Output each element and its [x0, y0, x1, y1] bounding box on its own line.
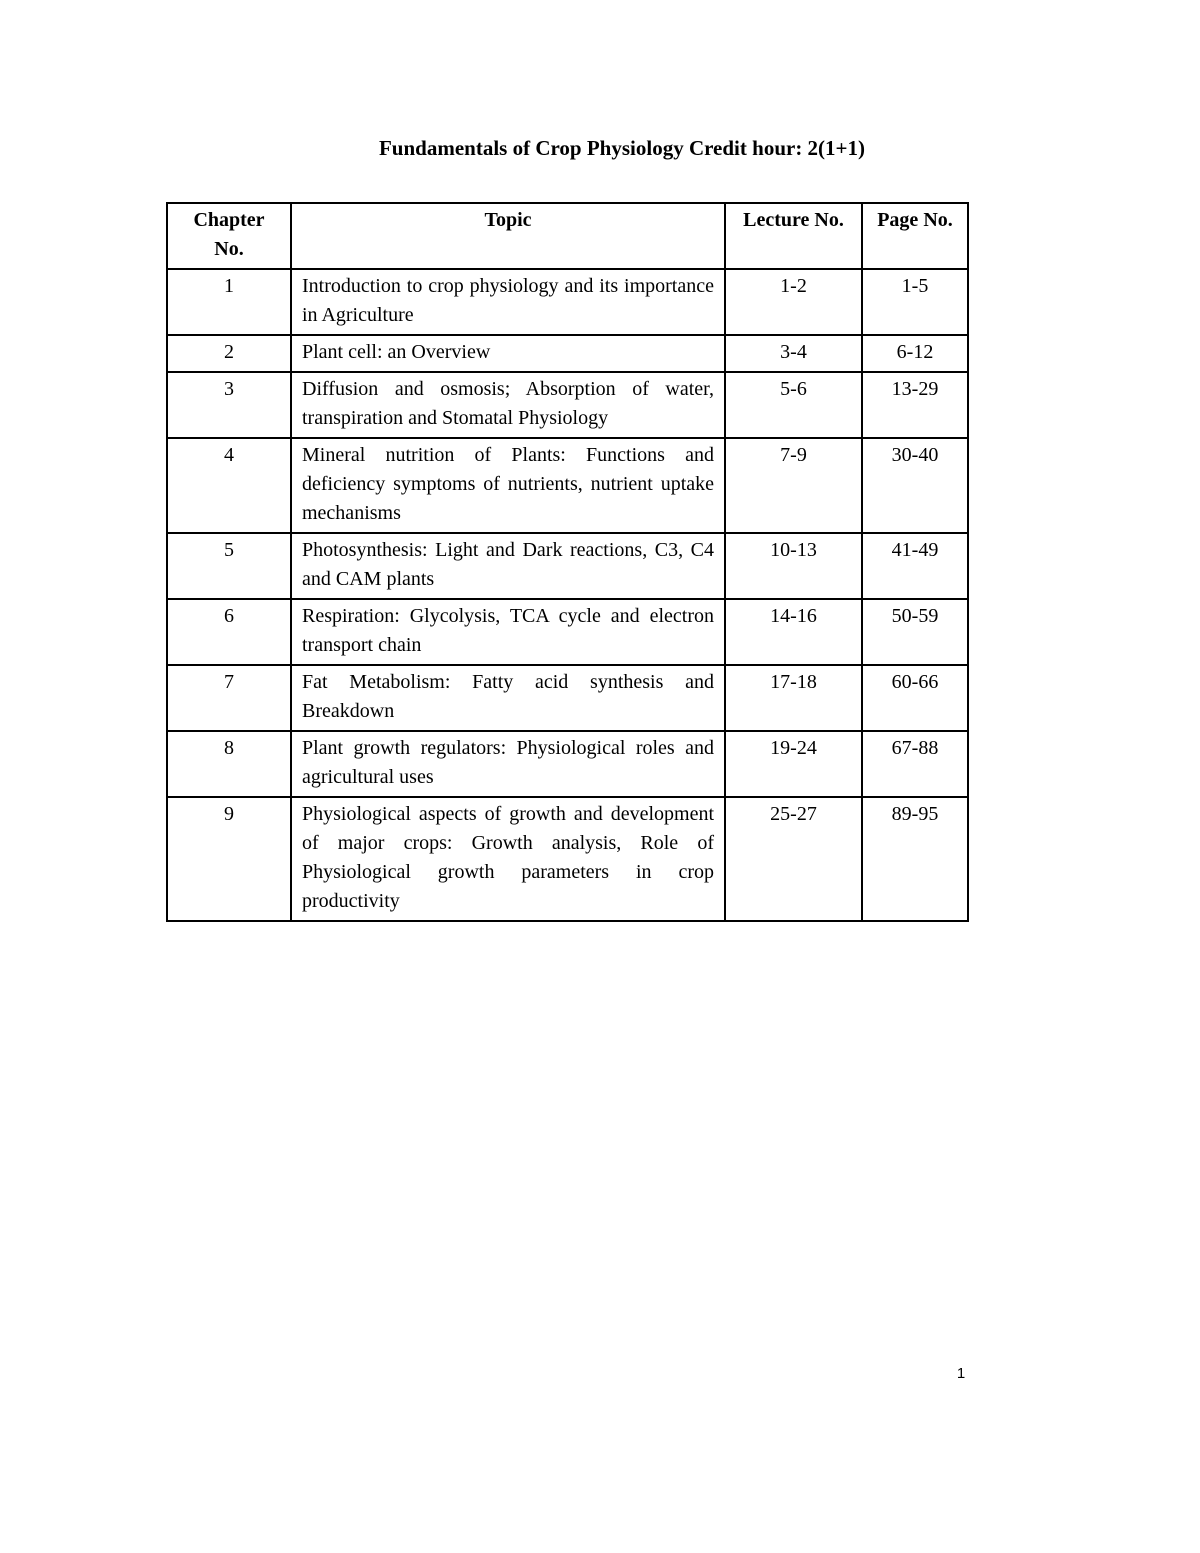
topic: Fat Metabolism: Fatty acid synthesis and Breakdown	[291, 665, 725, 731]
table-row	[167, 372, 968, 438]
header-page-no: Page No.	[862, 203, 968, 269]
topic: Physiological aspects of growth and development of major crops: Growth analysis, Role of Physiological growth parameters in crop productivity	[291, 797, 725, 921]
lecture-no: 19-24	[725, 731, 862, 797]
table-row	[167, 533, 968, 599]
page-no: 60-66	[862, 665, 968, 731]
table-header-row	[167, 203, 968, 269]
table-row	[167, 438, 968, 533]
page-no: 50-59	[862, 599, 968, 665]
topic: Photosynthesis: Light and Dark reactions, C3, C4 and CAM plants	[291, 533, 725, 599]
table-row	[167, 599, 968, 665]
chapter-no: 2	[167, 335, 291, 372]
topic: Plant cell: an Overview	[291, 335, 725, 372]
chapter-no: 5	[167, 533, 291, 599]
topic: Mineral nutrition of Plants: Functions and deficiency symptoms of nutrients, nutrient uptake mechanisms	[291, 438, 725, 533]
page-no: 89-95	[862, 797, 968, 921]
table-row	[167, 665, 968, 731]
chapter-no: 6	[167, 599, 291, 665]
lecture-no: 25-27	[725, 797, 862, 921]
chapter-no: 8	[167, 731, 291, 797]
lecture-no: 7-9	[725, 438, 862, 533]
document-title: Fundamentals of Crop Physiology Credit hour: 2(1+1)	[378, 136, 866, 160]
page-no: 13-29	[862, 372, 968, 438]
page-number: 1	[956, 1365, 966, 1382]
page-no: 30-40	[862, 438, 968, 533]
header-topic: Topic	[291, 203, 725, 269]
chapter-no: 3	[167, 372, 291, 438]
contents-table	[166, 202, 969, 922]
topic: Respiration: Glycolysis, TCA cycle and electron transport chain	[291, 599, 725, 665]
page-no: 6-12	[862, 335, 968, 372]
table-row	[167, 335, 968, 372]
table-row	[167, 731, 968, 797]
header-chapter-no: Chapter No.	[167, 203, 291, 269]
page-no: 41-49	[862, 533, 968, 599]
chapter-no: 1	[167, 269, 291, 335]
lecture-no: 3-4	[725, 335, 862, 372]
page-no: 67-88	[862, 731, 968, 797]
table-row	[167, 797, 968, 921]
lecture-no: 1-2	[725, 269, 862, 335]
topic: Plant growth regulators: Physiological roles and agricultural uses	[291, 731, 725, 797]
lecture-no: 5-6	[725, 372, 862, 438]
chapter-no: 9	[167, 797, 291, 921]
topic: Introduction to crop physiology and its importance in Agriculture	[291, 269, 725, 335]
chapter-no: 7	[167, 665, 291, 731]
page-no: 1-5	[862, 269, 968, 335]
lecture-no: 10-13	[725, 533, 862, 599]
chapter-no: 4	[167, 438, 291, 533]
table-row	[167, 269, 968, 335]
topic: Diffusion and osmosis; Absorption of water, transpiration and Stomatal Physiology	[291, 372, 725, 438]
header-lecture-no: Lecture No.	[725, 203, 862, 269]
lecture-no: 14-16	[725, 599, 862, 665]
lecture-no: 17-18	[725, 665, 862, 731]
